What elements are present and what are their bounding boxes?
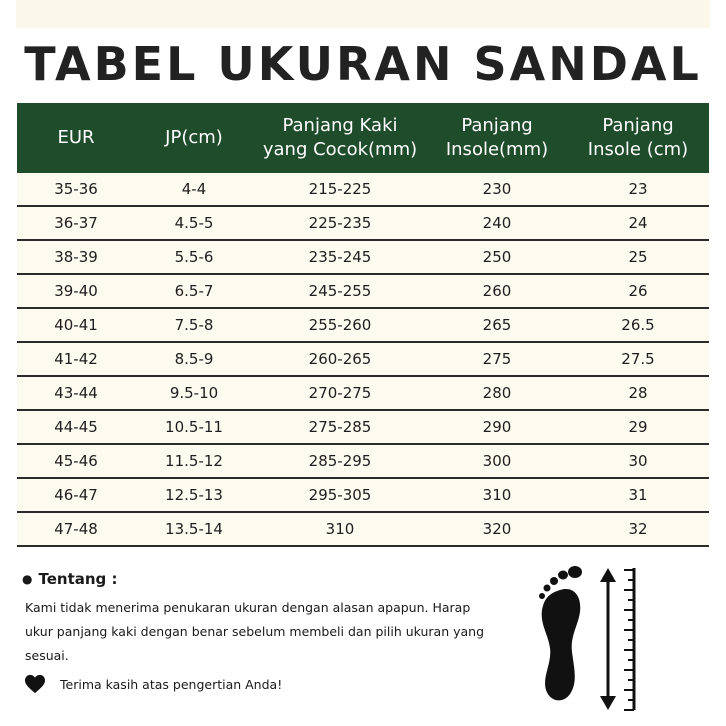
cell-insole-mm: 240 <box>427 206 567 240</box>
cell-eur: 43-44 <box>17 376 135 410</box>
header-insole-cm: Panjang Insole (cm) <box>567 103 709 173</box>
table-row <box>17 308 709 342</box>
table-row <box>17 376 709 410</box>
cell-foot-length: 260-265 <box>253 342 427 376</box>
header-jp: JP(cm) <box>135 103 253 173</box>
thanks-line <box>22 674 492 694</box>
foot-measure-graphic <box>530 564 650 714</box>
ruler-icon <box>624 568 634 710</box>
table-body <box>17 173 709 546</box>
cell-jp: 5.5-6 <box>135 240 253 274</box>
cell-jp: 11.5-12 <box>135 444 253 478</box>
heart-icon <box>24 674 46 694</box>
cell-foot-length: 225-235 <box>253 206 427 240</box>
bullet-icon: ● <box>22 572 33 586</box>
cell-insole-mm: 290 <box>427 410 567 444</box>
foot-measure-svg <box>530 564 650 714</box>
cell-eur: 35-36 <box>17 173 135 206</box>
cell-eur: 38-39 <box>17 240 135 274</box>
cell-jp: 9.5-10 <box>135 376 253 410</box>
cell-eur: 39-40 <box>17 274 135 308</box>
cell-foot-length: 295-305 <box>253 478 427 512</box>
cell-insole-cm: 28 <box>567 376 709 410</box>
table-row <box>17 173 709 206</box>
cell-insole-cm: 31 <box>567 478 709 512</box>
notes-heading-text: Tentang : <box>38 570 118 588</box>
table-row <box>17 444 709 478</box>
cell-eur: 47-48 <box>17 512 135 546</box>
cell-insole-cm: 30 <box>567 444 709 478</box>
cell-foot-length: 245-255 <box>253 274 427 308</box>
cell-foot-length: 235-245 <box>253 240 427 274</box>
cell-foot-length: 310 <box>253 512 427 546</box>
cell-insole-mm: 250 <box>427 240 567 274</box>
cell-insole-cm: 26 <box>567 274 709 308</box>
footprint-icon <box>539 566 582 700</box>
header-insole-mm: Panjang Insole(mm) <box>427 103 567 173</box>
cell-foot-length: 255-260 <box>253 308 427 342</box>
table-row <box>17 342 709 376</box>
top-band <box>16 0 710 28</box>
table-row <box>17 512 709 546</box>
cell-foot-length: 270-275 <box>253 376 427 410</box>
page-title: TABEL UKURAN SANDAL <box>24 37 702 91</box>
cell-insole-cm: 25 <box>567 240 709 274</box>
cell-foot-length: 285-295 <box>253 444 427 478</box>
cell-insole-mm: 280 <box>427 376 567 410</box>
cell-jp: 8.5-9 <box>135 342 253 376</box>
cell-eur: 36-37 <box>17 206 135 240</box>
table-row <box>17 274 709 308</box>
cell-foot-length: 215-225 <box>253 173 427 206</box>
table-row <box>17 206 709 240</box>
cell-insole-mm: 300 <box>427 444 567 478</box>
cell-jp: 13.5-14 <box>135 512 253 546</box>
table-row <box>17 478 709 512</box>
cell-jp: 10.5-11 <box>135 410 253 444</box>
cell-eur: 44-45 <box>17 410 135 444</box>
cell-insole-mm: 320 <box>427 512 567 546</box>
table-row <box>17 410 709 444</box>
notes-section <box>22 570 492 694</box>
cell-insole-cm: 26.5 <box>567 308 709 342</box>
size-table <box>17 103 709 547</box>
table-header-row <box>17 103 709 173</box>
notes-body: Kami tidak menerima penukaran ukuran dengan alasan apapun. Harap ukur panjang kaki dengan benar sebelum membeli dan pilih ukuran yang sesuai. <box>25 600 485 663</box>
cell-foot-length: 275-285 <box>253 410 427 444</box>
size-table-container <box>17 103 709 547</box>
header-eur: EUR <box>17 103 135 173</box>
cell-jp: 6.5-7 <box>135 274 253 308</box>
cell-insole-cm: 29 <box>567 410 709 444</box>
table-row <box>17 240 709 274</box>
cell-eur: 40-41 <box>17 308 135 342</box>
cell-eur: 45-46 <box>17 444 135 478</box>
cell-insole-mm: 310 <box>427 478 567 512</box>
cell-insole-mm: 230 <box>427 173 567 206</box>
cell-jp: 4-4 <box>135 173 253 206</box>
cell-insole-mm: 265 <box>427 308 567 342</box>
cell-insole-cm: 32 <box>567 512 709 546</box>
notes-heading <box>22 570 492 588</box>
cell-jp: 12.5-13 <box>135 478 253 512</box>
cell-insole-cm: 24 <box>567 206 709 240</box>
cell-eur: 41-42 <box>17 342 135 376</box>
cell-insole-cm: 27.5 <box>567 342 709 376</box>
cell-insole-mm: 275 <box>427 342 567 376</box>
thanks-text: Terima kasih atas pengertian Anda! <box>60 676 283 692</box>
cell-insole-mm: 260 <box>427 274 567 308</box>
cell-insole-cm: 23 <box>567 173 709 206</box>
double-arrow-icon <box>600 568 616 710</box>
header-foot-length: Panjang Kaki yang Cocok(mm) <box>253 103 427 173</box>
cell-eur: 46-47 <box>17 478 135 512</box>
cell-jp: 4.5-5 <box>135 206 253 240</box>
cell-jp: 7.5-8 <box>135 308 253 342</box>
